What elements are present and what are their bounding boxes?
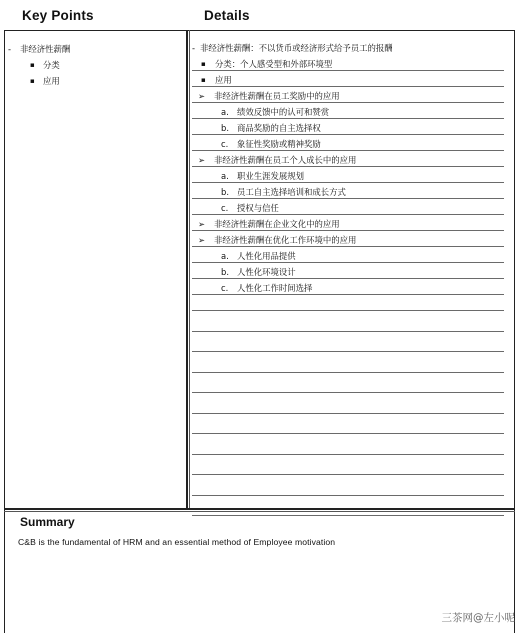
detail-text: 应用: [215, 75, 232, 85]
detail-marker: b.: [221, 187, 229, 197]
ruled-line: [192, 198, 504, 199]
detail-text: 人性化工作时间选择: [237, 283, 313, 293]
ruled-line: [192, 331, 504, 332]
detail-marker: b.: [221, 267, 229, 277]
detail-text: 商品奖励的自主选择权: [237, 123, 321, 133]
key-point-marker: ▪: [30, 77, 35, 85]
detail-marker: ➢: [198, 235, 206, 245]
ruled-line: [192, 166, 504, 167]
detail-marker: c.: [221, 283, 229, 293]
key-points-column: [8, 41, 184, 89]
key-points-heading: Key Points: [22, 8, 94, 23]
detail-marker: a.: [221, 107, 229, 117]
key-point-item: [8, 73, 184, 89]
ruled-line: [192, 372, 504, 373]
detail-marker: b.: [221, 123, 229, 133]
ruled-line: [192, 246, 504, 247]
detail-text: 非经济性薪酬在企业文化中的应用: [214, 219, 340, 229]
key-point-text: 分类: [43, 60, 60, 70]
detail-text: 人性化环境设计: [237, 267, 296, 277]
ruled-line: [192, 413, 504, 414]
detail-marker: a.: [221, 171, 229, 181]
ruled-line: [192, 262, 504, 263]
detail-marker: ➢: [198, 155, 206, 165]
key-point-item: [8, 41, 184, 57]
column-divider: [186, 30, 188, 510]
key-point-text: 应用: [43, 76, 60, 86]
ruled-line: [192, 474, 504, 475]
detail-text: 非经济性薪酬在员工奖励中的应用: [214, 91, 340, 101]
detail-marker: -: [192, 43, 196, 53]
detail-marker: ➢: [198, 219, 206, 229]
detail-text: 人性化用品提供: [237, 251, 296, 261]
detail-text: 员工自主选择培训和成长方式: [237, 187, 346, 197]
detail-text: 职业生涯发展规划: [237, 171, 304, 181]
detail-text: 非经济性薪酬在优化工作环境中的应用: [214, 235, 357, 245]
detail-marker: c.: [221, 139, 229, 149]
details-heading: Details: [204, 8, 250, 23]
ruled-line: [192, 230, 504, 231]
ruled-line: [192, 182, 504, 183]
detail-text: 绩效反馈中的认可和赞赏: [237, 107, 330, 117]
ruled-line: [192, 433, 504, 434]
detail-text: 非经济性薪酬：不以货币或经济形式给予员工的报酬: [200, 43, 393, 53]
key-point-marker: ▪: [30, 61, 35, 69]
detail-marker: ▪: [201, 60, 206, 68]
detail-marker: ➢: [198, 91, 206, 101]
ruled-line: [192, 495, 504, 496]
ruled-line: [192, 102, 504, 103]
summary-divider: [4, 508, 515, 510]
ruled-line: [192, 351, 504, 352]
column-divider-inner: [189, 30, 190, 510]
ruled-line: [192, 150, 504, 151]
detail-marker: c.: [221, 203, 229, 213]
ruled-line: [192, 70, 504, 71]
key-point-marker: -: [8, 44, 12, 54]
detail-text: 非经济性薪酬在员工个人成长中的应用: [214, 155, 357, 165]
ruled-line: [192, 515, 504, 516]
watermark: 三茶网@左小呢: [441, 612, 515, 624]
summary-divider-inner: [4, 511, 515, 512]
ruled-line: [192, 310, 504, 311]
key-point-item: [8, 57, 184, 73]
key-point-text: 非经济性薪酬: [20, 44, 71, 54]
ruled-line: [192, 118, 504, 119]
detail-marker: a.: [221, 251, 229, 261]
detail-text: 分类：个人感受型和外部环境型: [215, 59, 333, 69]
detail-text: 授权与信任: [237, 203, 279, 213]
ruled-line: [192, 134, 504, 135]
ruled-line: [192, 392, 504, 393]
ruled-line: [192, 278, 504, 279]
ruled-line: [192, 294, 504, 295]
ruled-line: [192, 454, 504, 455]
ruled-line: [192, 214, 504, 215]
ruled-line: [192, 86, 504, 87]
summary-text: C&B is the fundamental of HRM and an essential method of Employee motivation: [18, 537, 336, 547]
summary-title: Summary: [20, 515, 75, 529]
detail-text: 象征性奖励或精神奖励: [237, 139, 321, 149]
detail-marker: ▪: [201, 76, 206, 84]
